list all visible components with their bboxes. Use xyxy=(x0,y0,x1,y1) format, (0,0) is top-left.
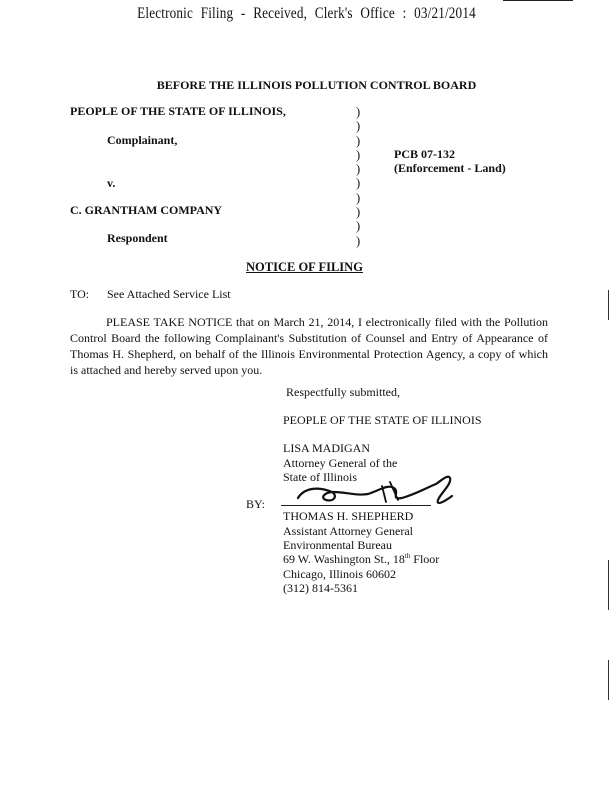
case-number: PCB 07-132 xyxy=(394,147,455,161)
notice-title: NOTICE OF FILING xyxy=(246,260,363,274)
attorney-general-name: LISA MADIGAN xyxy=(283,441,370,455)
bureau-name: Environmental Bureau xyxy=(283,538,392,552)
scan-edge-mark xyxy=(608,290,609,320)
service-list-ref: See Attached Service List xyxy=(107,287,231,301)
to-label: TO: xyxy=(70,287,90,301)
attorney-general-title: Attorney General of the xyxy=(283,456,398,470)
attorney-general-state: State of Illinois xyxy=(283,470,357,484)
address-street: 69 W. Washington St., 18 xyxy=(283,552,405,566)
address-city: Chicago, Illinois 60602 xyxy=(283,567,396,581)
respondent-role: Respondent xyxy=(107,231,168,245)
scan-edge-mark xyxy=(608,560,609,610)
case-type: (Enforcement - Land) xyxy=(394,161,506,175)
by-label: BY: xyxy=(246,497,265,511)
caption-parentheses: ) ) ) ) ) ) ) ) ) ) xyxy=(356,105,361,248)
address-floor: Floor xyxy=(410,552,440,566)
filing-stamp: Electronic Filing - Received, Clerk's Office : 03/21/2014 xyxy=(137,5,476,22)
address-floor-suffix: th xyxy=(404,552,411,560)
signature-line xyxy=(281,505,431,506)
signing-party: PEOPLE OF THE STATE OF ILLINOIS xyxy=(283,413,482,427)
signer-name: THOMAS H. SHEPHERD xyxy=(283,509,414,523)
signer-title: Assistant Attorney General xyxy=(283,524,413,538)
office-address xyxy=(283,552,439,567)
notice-body: PLEASE TAKE NOTICE that on March 21, 2014, I electronically filed with the Pollution Control Board the following Complainant's Substitution of Counsel and Entry of Appearance of Thomas H. Shepherd, on behalf of the Illinois Environmental Protection Agency, a copy of which is attached and hereby served upon you. xyxy=(70,315,548,377)
board-heading: BEFORE THE ILLINOIS POLLUTION CONTROL BOARD xyxy=(156,78,477,92)
versus-label: v. xyxy=(107,176,116,190)
closing-line: Respectfully submitted, xyxy=(286,385,400,399)
top-edge-mark xyxy=(503,0,573,1)
scan-edge-mark xyxy=(608,660,609,700)
complainant-party: PEOPLE OF THE STATE OF ILLINOIS, xyxy=(70,104,286,118)
phone-number: (312) 814-5361 xyxy=(283,581,358,595)
complainant-role: Complainant, xyxy=(107,133,178,147)
respondent-party: C. GRANTHAM COMPANY xyxy=(70,203,223,217)
